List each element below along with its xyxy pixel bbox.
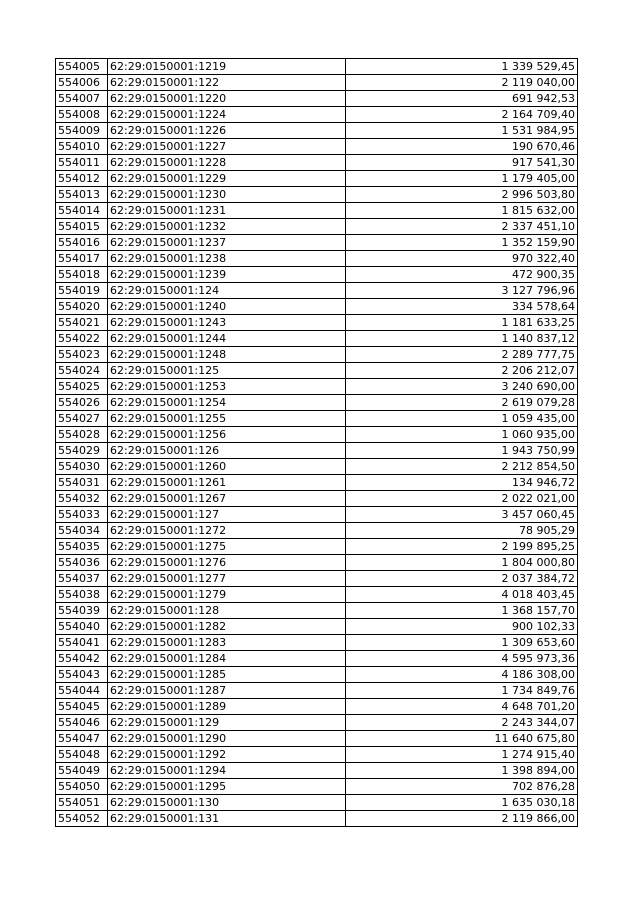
cadastral-value-cell: 1 531 984,95: [346, 123, 578, 139]
cadastral-number-cell: 62:29:0150001:1240: [108, 299, 346, 315]
cadastral-number-cell: 62:29:0150001:1248: [108, 347, 346, 363]
table-row: [56, 539, 578, 555]
cadastral-number-cell: 62:29:0150001:131: [108, 811, 346, 827]
cadastral-number-cell: 62:29:0150001:1228: [108, 155, 346, 171]
row-id-cell: 554047: [56, 731, 108, 747]
table-row: [56, 187, 578, 203]
cadastral-value-cell: 1 398 894,00: [346, 763, 578, 779]
table-row: [56, 251, 578, 267]
cadastral-value-cell: 1 181 633,25: [346, 315, 578, 331]
cadastral-number-cell: 62:29:0150001:1254: [108, 395, 346, 411]
row-id-cell: 554005: [56, 59, 108, 75]
row-id-cell: 554035: [56, 539, 108, 555]
row-id-cell: 554039: [56, 603, 108, 619]
cadastral-value-cell: 691 942,53: [346, 91, 578, 107]
cadastral-number-cell: 62:29:0150001:1260: [108, 459, 346, 475]
table-row: [56, 363, 578, 379]
cadastral-value-cell: 4 595 973,36: [346, 651, 578, 667]
row-id-cell: 554036: [56, 555, 108, 571]
cadastral-number-cell: 62:29:0150001:1272: [108, 523, 346, 539]
table-body: [56, 59, 578, 827]
table-row: [56, 443, 578, 459]
cadastral-number-cell: 62:29:0150001:1276: [108, 555, 346, 571]
cadastral-value-cell: 2 206 212,07: [346, 363, 578, 379]
table-row: [56, 619, 578, 635]
cadastral-number-cell: 62:29:0150001:1279: [108, 587, 346, 603]
cadastral-value-cell: 2 164 709,40: [346, 107, 578, 123]
table-row: [56, 699, 578, 715]
cadastral-number-cell: 62:29:0150001:1219: [108, 59, 346, 75]
table-row: [56, 283, 578, 299]
cadastral-value-cell: 78 905,29: [346, 523, 578, 539]
row-id-cell: 554010: [56, 139, 108, 155]
table-row: [56, 555, 578, 571]
cadastral-value-cell: 2 243 344,07: [346, 715, 578, 731]
cadastral-value-cell: 917 541,30: [346, 155, 578, 171]
cadastral-value-cell: 190 670,46: [346, 139, 578, 155]
row-id-cell: 554018: [56, 267, 108, 283]
row-id-cell: 554022: [56, 331, 108, 347]
cadastral-number-cell: 62:29:0150001:1289: [108, 699, 346, 715]
cadastral-number-cell: 62:29:0150001:1285: [108, 667, 346, 683]
cadastral-number-cell: 62:29:0150001:126: [108, 443, 346, 459]
row-id-cell: 554041: [56, 635, 108, 651]
row-id-cell: 554045: [56, 699, 108, 715]
cadastral-number-cell: 62:29:0150001:1277: [108, 571, 346, 587]
row-id-cell: 554025: [56, 379, 108, 395]
row-id-cell: 554027: [56, 411, 108, 427]
table-row: [56, 219, 578, 235]
cadastral-number-cell: 62:29:0150001:1287: [108, 683, 346, 699]
cadastral-value-cell: 2 337 451,10: [346, 219, 578, 235]
cadastral-number-cell: 62:29:0150001:1232: [108, 219, 346, 235]
cadastral-value-cell: 1 352 159,90: [346, 235, 578, 251]
cadastral-value-cell: 3 457 060,45: [346, 507, 578, 523]
cadastral-number-cell: 62:29:0150001:1294: [108, 763, 346, 779]
cadastral-value-cell: 2 212 854,50: [346, 459, 578, 475]
cadastral-value-table: [55, 58, 578, 827]
table-row: [56, 571, 578, 587]
table-row: [56, 811, 578, 827]
cadastral-value-cell: 970 322,40: [346, 251, 578, 267]
table-row: [56, 523, 578, 539]
row-id-cell: 554019: [56, 283, 108, 299]
cadastral-number-cell: 62:29:0150001:130: [108, 795, 346, 811]
table-row: [56, 379, 578, 395]
cadastral-number-cell: 62:29:0150001:1255: [108, 411, 346, 427]
row-id-cell: 554008: [56, 107, 108, 123]
table-row: [56, 635, 578, 651]
cadastral-value-cell: 2 037 384,72: [346, 571, 578, 587]
cadastral-value-cell: 3 240 690,00: [346, 379, 578, 395]
cadastral-value-cell: 4 648 701,20: [346, 699, 578, 715]
cadastral-number-cell: 62:29:0150001:1267: [108, 491, 346, 507]
cadastral-value-cell: 1 804 000,80: [346, 555, 578, 571]
table-row: [56, 747, 578, 763]
row-id-cell: 554014: [56, 203, 108, 219]
cadastral-value-cell: 1 309 653,60: [346, 635, 578, 651]
row-id-cell: 554020: [56, 299, 108, 315]
row-id-cell: 554013: [56, 187, 108, 203]
cadastral-value-cell: 4 186 308,00: [346, 667, 578, 683]
row-id-cell: 554023: [56, 347, 108, 363]
table-row: [56, 651, 578, 667]
table-row: [56, 475, 578, 491]
cadastral-value-cell: 1 140 837,12: [346, 331, 578, 347]
row-id-cell: 554030: [56, 459, 108, 475]
table-row: [56, 59, 578, 75]
table-row: [56, 155, 578, 171]
table-row: [56, 171, 578, 187]
table-row: [56, 123, 578, 139]
table-row: [56, 299, 578, 315]
row-id-cell: 554007: [56, 91, 108, 107]
row-id-cell: 554033: [56, 507, 108, 523]
cadastral-value-cell: 2 619 079,28: [346, 395, 578, 411]
cadastral-number-cell: 62:29:0150001:1295: [108, 779, 346, 795]
cadastral-value-cell: 2 022 021,00: [346, 491, 578, 507]
cadastral-value-cell: 1 734 849,76: [346, 683, 578, 699]
row-id-cell: 554052: [56, 811, 108, 827]
cadastral-value-cell: 2 289 777,75: [346, 347, 578, 363]
row-id-cell: 554021: [56, 315, 108, 331]
row-id-cell: 554049: [56, 763, 108, 779]
cadastral-value-cell: 2 996 503,80: [346, 187, 578, 203]
cadastral-value-cell: 1 339 529,45: [346, 59, 578, 75]
cadastral-number-cell: 62:29:0150001:127: [108, 507, 346, 523]
row-id-cell: 554034: [56, 523, 108, 539]
cadastral-number-cell: 62:29:0150001:1282: [108, 619, 346, 635]
table-row: [56, 731, 578, 747]
cadastral-number-cell: 62:29:0150001:1230: [108, 187, 346, 203]
cadastral-value-cell: 1 179 405,00: [346, 171, 578, 187]
table-row: [56, 763, 578, 779]
table-row: [56, 683, 578, 699]
row-id-cell: 554009: [56, 123, 108, 139]
table-row: [56, 715, 578, 731]
table-row: [56, 91, 578, 107]
cadastral-number-cell: 62:29:0150001:1238: [108, 251, 346, 267]
table-row: [56, 667, 578, 683]
table-row: [56, 203, 578, 219]
cadastral-value-cell: 334 578,64: [346, 299, 578, 315]
row-id-cell: 554011: [56, 155, 108, 171]
table-row: [56, 75, 578, 91]
row-id-cell: 554037: [56, 571, 108, 587]
row-id-cell: 554016: [56, 235, 108, 251]
cadastral-value-cell: 702 876,28: [346, 779, 578, 795]
cadastral-number-cell: 62:29:0150001:128: [108, 603, 346, 619]
cadastral-value-cell: 1 060 935,00: [346, 427, 578, 443]
cadastral-number-cell: 62:29:0150001:1253: [108, 379, 346, 395]
row-id-cell: 554024: [56, 363, 108, 379]
cadastral-number-cell: 62:29:0150001:122: [108, 75, 346, 91]
table-row: [56, 795, 578, 811]
row-id-cell: 554031: [56, 475, 108, 491]
row-id-cell: 554040: [56, 619, 108, 635]
cadastral-value-cell: 2 119 866,00: [346, 811, 578, 827]
cadastral-value-cell: 3 127 796,96: [346, 283, 578, 299]
row-id-cell: 554048: [56, 747, 108, 763]
cadastral-number-cell: 62:29:0150001:1261: [108, 475, 346, 491]
cadastral-value-cell: 1 943 750,99: [346, 443, 578, 459]
cadastral-number-cell: 62:29:0150001:1220: [108, 91, 346, 107]
table-row: [56, 395, 578, 411]
cadastral-value-cell: 4 018 403,45: [346, 587, 578, 603]
cadastral-number-cell: 62:29:0150001:1244: [108, 331, 346, 347]
cadastral-number-cell: 62:29:0150001:1227: [108, 139, 346, 155]
cadastral-value-cell: 1 635 030,18: [346, 795, 578, 811]
table-row: [56, 411, 578, 427]
cadastral-value-cell: 1 368 157,70: [346, 603, 578, 619]
cadastral-number-cell: 62:29:0150001:1239: [108, 267, 346, 283]
cadastral-value-cell: 11 640 675,80: [346, 731, 578, 747]
row-id-cell: 554044: [56, 683, 108, 699]
row-id-cell: 554043: [56, 667, 108, 683]
table-row: [56, 779, 578, 795]
cadastral-number-cell: 62:29:0150001:1256: [108, 427, 346, 443]
row-id-cell: 554038: [56, 587, 108, 603]
row-id-cell: 554032: [56, 491, 108, 507]
cadastral-number-cell: 62:29:0150001:1283: [108, 635, 346, 651]
table-row: [56, 491, 578, 507]
cadastral-number-cell: 62:29:0150001:129: [108, 715, 346, 731]
cadastral-number-cell: 62:29:0150001:124: [108, 283, 346, 299]
row-id-cell: 554026: [56, 395, 108, 411]
table-row: [56, 603, 578, 619]
cadastral-number-cell: 62:29:0150001:1275: [108, 539, 346, 555]
cadastral-value-cell: 2 119 040,00: [346, 75, 578, 91]
cadastral-number-cell: 62:29:0150001:1243: [108, 315, 346, 331]
cadastral-number-cell: 62:29:0150001:1292: [108, 747, 346, 763]
table-row: [56, 315, 578, 331]
table-row: [56, 347, 578, 363]
cadastral-number-cell: 62:29:0150001:1290: [108, 731, 346, 747]
cadastral-value-cell: 472 900,35: [346, 267, 578, 283]
table-row: [56, 507, 578, 523]
table-row: [56, 139, 578, 155]
row-id-cell: 554042: [56, 651, 108, 667]
cadastral-number-cell: 62:29:0150001:1284: [108, 651, 346, 667]
row-id-cell: 554050: [56, 779, 108, 795]
table-row: [56, 267, 578, 283]
cadastral-value-cell: 2 199 895,25: [346, 539, 578, 555]
row-id-cell: 554017: [56, 251, 108, 267]
table-row: [56, 459, 578, 475]
cadastral-number-cell: 62:29:0150001:1237: [108, 235, 346, 251]
table-row: [56, 427, 578, 443]
row-id-cell: 554051: [56, 795, 108, 811]
row-id-cell: 554006: [56, 75, 108, 91]
cadastral-value-cell: 900 102,33: [346, 619, 578, 635]
table-row: [56, 587, 578, 603]
cadastral-number-cell: 62:29:0150001:1226: [108, 123, 346, 139]
cadastral-number-cell: 62:29:0150001:125: [108, 363, 346, 379]
cadastral-value-cell: 1 274 915,40: [346, 747, 578, 763]
cadastral-value-cell: 134 946,72: [346, 475, 578, 491]
row-id-cell: 554029: [56, 443, 108, 459]
table-row: [56, 107, 578, 123]
row-id-cell: 554046: [56, 715, 108, 731]
row-id-cell: 554015: [56, 219, 108, 235]
cadastral-number-cell: 62:29:0150001:1229: [108, 171, 346, 187]
cadastral-number-cell: 62:29:0150001:1224: [108, 107, 346, 123]
cadastral-value-cell: 1 815 632,00: [346, 203, 578, 219]
cadastral-value-cell: 1 059 435,00: [346, 411, 578, 427]
cadastral-number-cell: 62:29:0150001:1231: [108, 203, 346, 219]
row-id-cell: 554028: [56, 427, 108, 443]
table-row: [56, 235, 578, 251]
row-id-cell: 554012: [56, 171, 108, 187]
table-row: [56, 331, 578, 347]
